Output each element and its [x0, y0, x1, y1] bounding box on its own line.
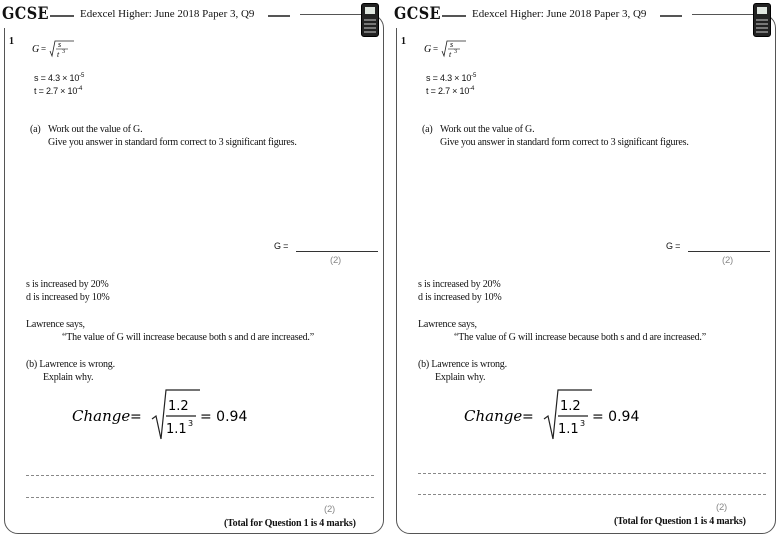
svg-text:Change: Change [464, 407, 523, 425]
working-change [70, 386, 270, 442]
s-value: $s = 4.3 \times 10^{-5}$ [34, 73, 85, 83]
svg-text:3: 3 [188, 419, 194, 428]
paper-title: Edexcel Higher: June 2018 Paper 3, Q9 [472, 8, 647, 20]
answer-line[interactable] [26, 475, 374, 476]
svg-text:3: 3 [580, 419, 586, 428]
svg-text:=: = [433, 44, 439, 54]
svg-text:=: = [130, 409, 142, 425]
t-value: $t = 2.7 \times 10^{-4}$ [426, 86, 475, 96]
part-b-line2: Explain why. [43, 372, 94, 383]
answer-line[interactable] [26, 497, 374, 498]
part-a-line2: Give you answer in standard form correct to 3 significant figures. [440, 137, 689, 148]
svg-text:t: t [57, 50, 60, 59]
total-marks: (Total for Question 1 is 4 marks) [614, 516, 746, 527]
svg-text:1.2: 1.2 [560, 399, 581, 414]
formula-g [30, 35, 80, 65]
svg-text:t: t [449, 50, 452, 59]
answer-line[interactable] [688, 251, 770, 252]
svg-text:1.1: 1.1 [558, 422, 579, 437]
part-b-line2: Explain why. [435, 372, 486, 383]
answer-line[interactable] [418, 494, 766, 495]
svg-text:G: G [424, 44, 432, 55]
increase-s: s is increased by 20% [26, 279, 109, 290]
question-number: 1 [401, 36, 406, 47]
part-b-marks: (2) [324, 504, 336, 515]
working-change [462, 386, 662, 442]
svg-text:3: 3 [62, 49, 65, 55]
increase-d: d is increased by 10% [418, 292, 502, 303]
question-number: 1 [9, 36, 14, 47]
svg-text:1.2: 1.2 [168, 399, 189, 414]
part-b-marks: (2) [716, 502, 728, 513]
part-a-marks: (2) [330, 255, 342, 266]
lawrence-quote: “The value of G will increase because both s and d are increased.” [62, 332, 314, 343]
svg-text:G: G [32, 44, 40, 55]
svg-text:s: s [450, 40, 454, 49]
lawrence-says: Lawrence says, [26, 319, 85, 330]
part-a-marks: (2) [722, 255, 734, 266]
svg-text:1.1: 1.1 [166, 422, 187, 437]
answer-label: G = [274, 241, 289, 251]
svg-text:s: s [58, 40, 62, 49]
lawrence-says: Lawrence says, [418, 319, 477, 330]
gcse-logo: GCSE [394, 4, 442, 24]
svg-text:= 0.94: = 0.94 [592, 409, 640, 425]
part-b-line1: (b) Lawrence is wrong. [26, 359, 115, 370]
gcse-logo: GCSE [2, 4, 50, 24]
svg-text:=: = [41, 44, 47, 54]
paper-title: Edexcel Higher: June 2018 Paper 3, Q9 [80, 8, 255, 20]
answer-label: G = [666, 241, 681, 251]
part-a-line2: Give you answer in standard form correct to 3 significant figures. [48, 137, 297, 148]
lawrence-quote: “The value of G will increase because both s and d are increased.” [454, 332, 706, 343]
svg-text:=: = [522, 409, 534, 425]
part-b-line1: (b) Lawrence is wrong. [418, 359, 507, 370]
svg-text:Change: Change [72, 407, 131, 425]
part-a-label: (a) [30, 124, 41, 135]
total-marks: (Total for Question 1 is 4 marks) [224, 518, 356, 529]
calculator-icon [753, 3, 771, 37]
part-a-line1: Work out the value of G. [440, 124, 535, 135]
increase-s: s is increased by 20% [418, 279, 501, 290]
s-value: $s = 4.3 \times 10^{-5}$ [426, 73, 477, 83]
answer-line[interactable] [296, 251, 378, 252]
svg-text:3: 3 [454, 49, 457, 55]
increase-d: d is increased by 10% [26, 292, 110, 303]
worksheet-panel-right [392, 0, 780, 540]
svg-text:= 0.94: = 0.94 [200, 409, 248, 425]
formula-g [422, 35, 472, 65]
calculator-icon [361, 3, 379, 37]
part-a-label: (a) [422, 124, 433, 135]
t-value: $t = 2.7 \times 10^{-4}$ [34, 86, 83, 96]
answer-line[interactable] [418, 473, 766, 474]
part-a-line1: Work out the value of G. [48, 124, 143, 135]
